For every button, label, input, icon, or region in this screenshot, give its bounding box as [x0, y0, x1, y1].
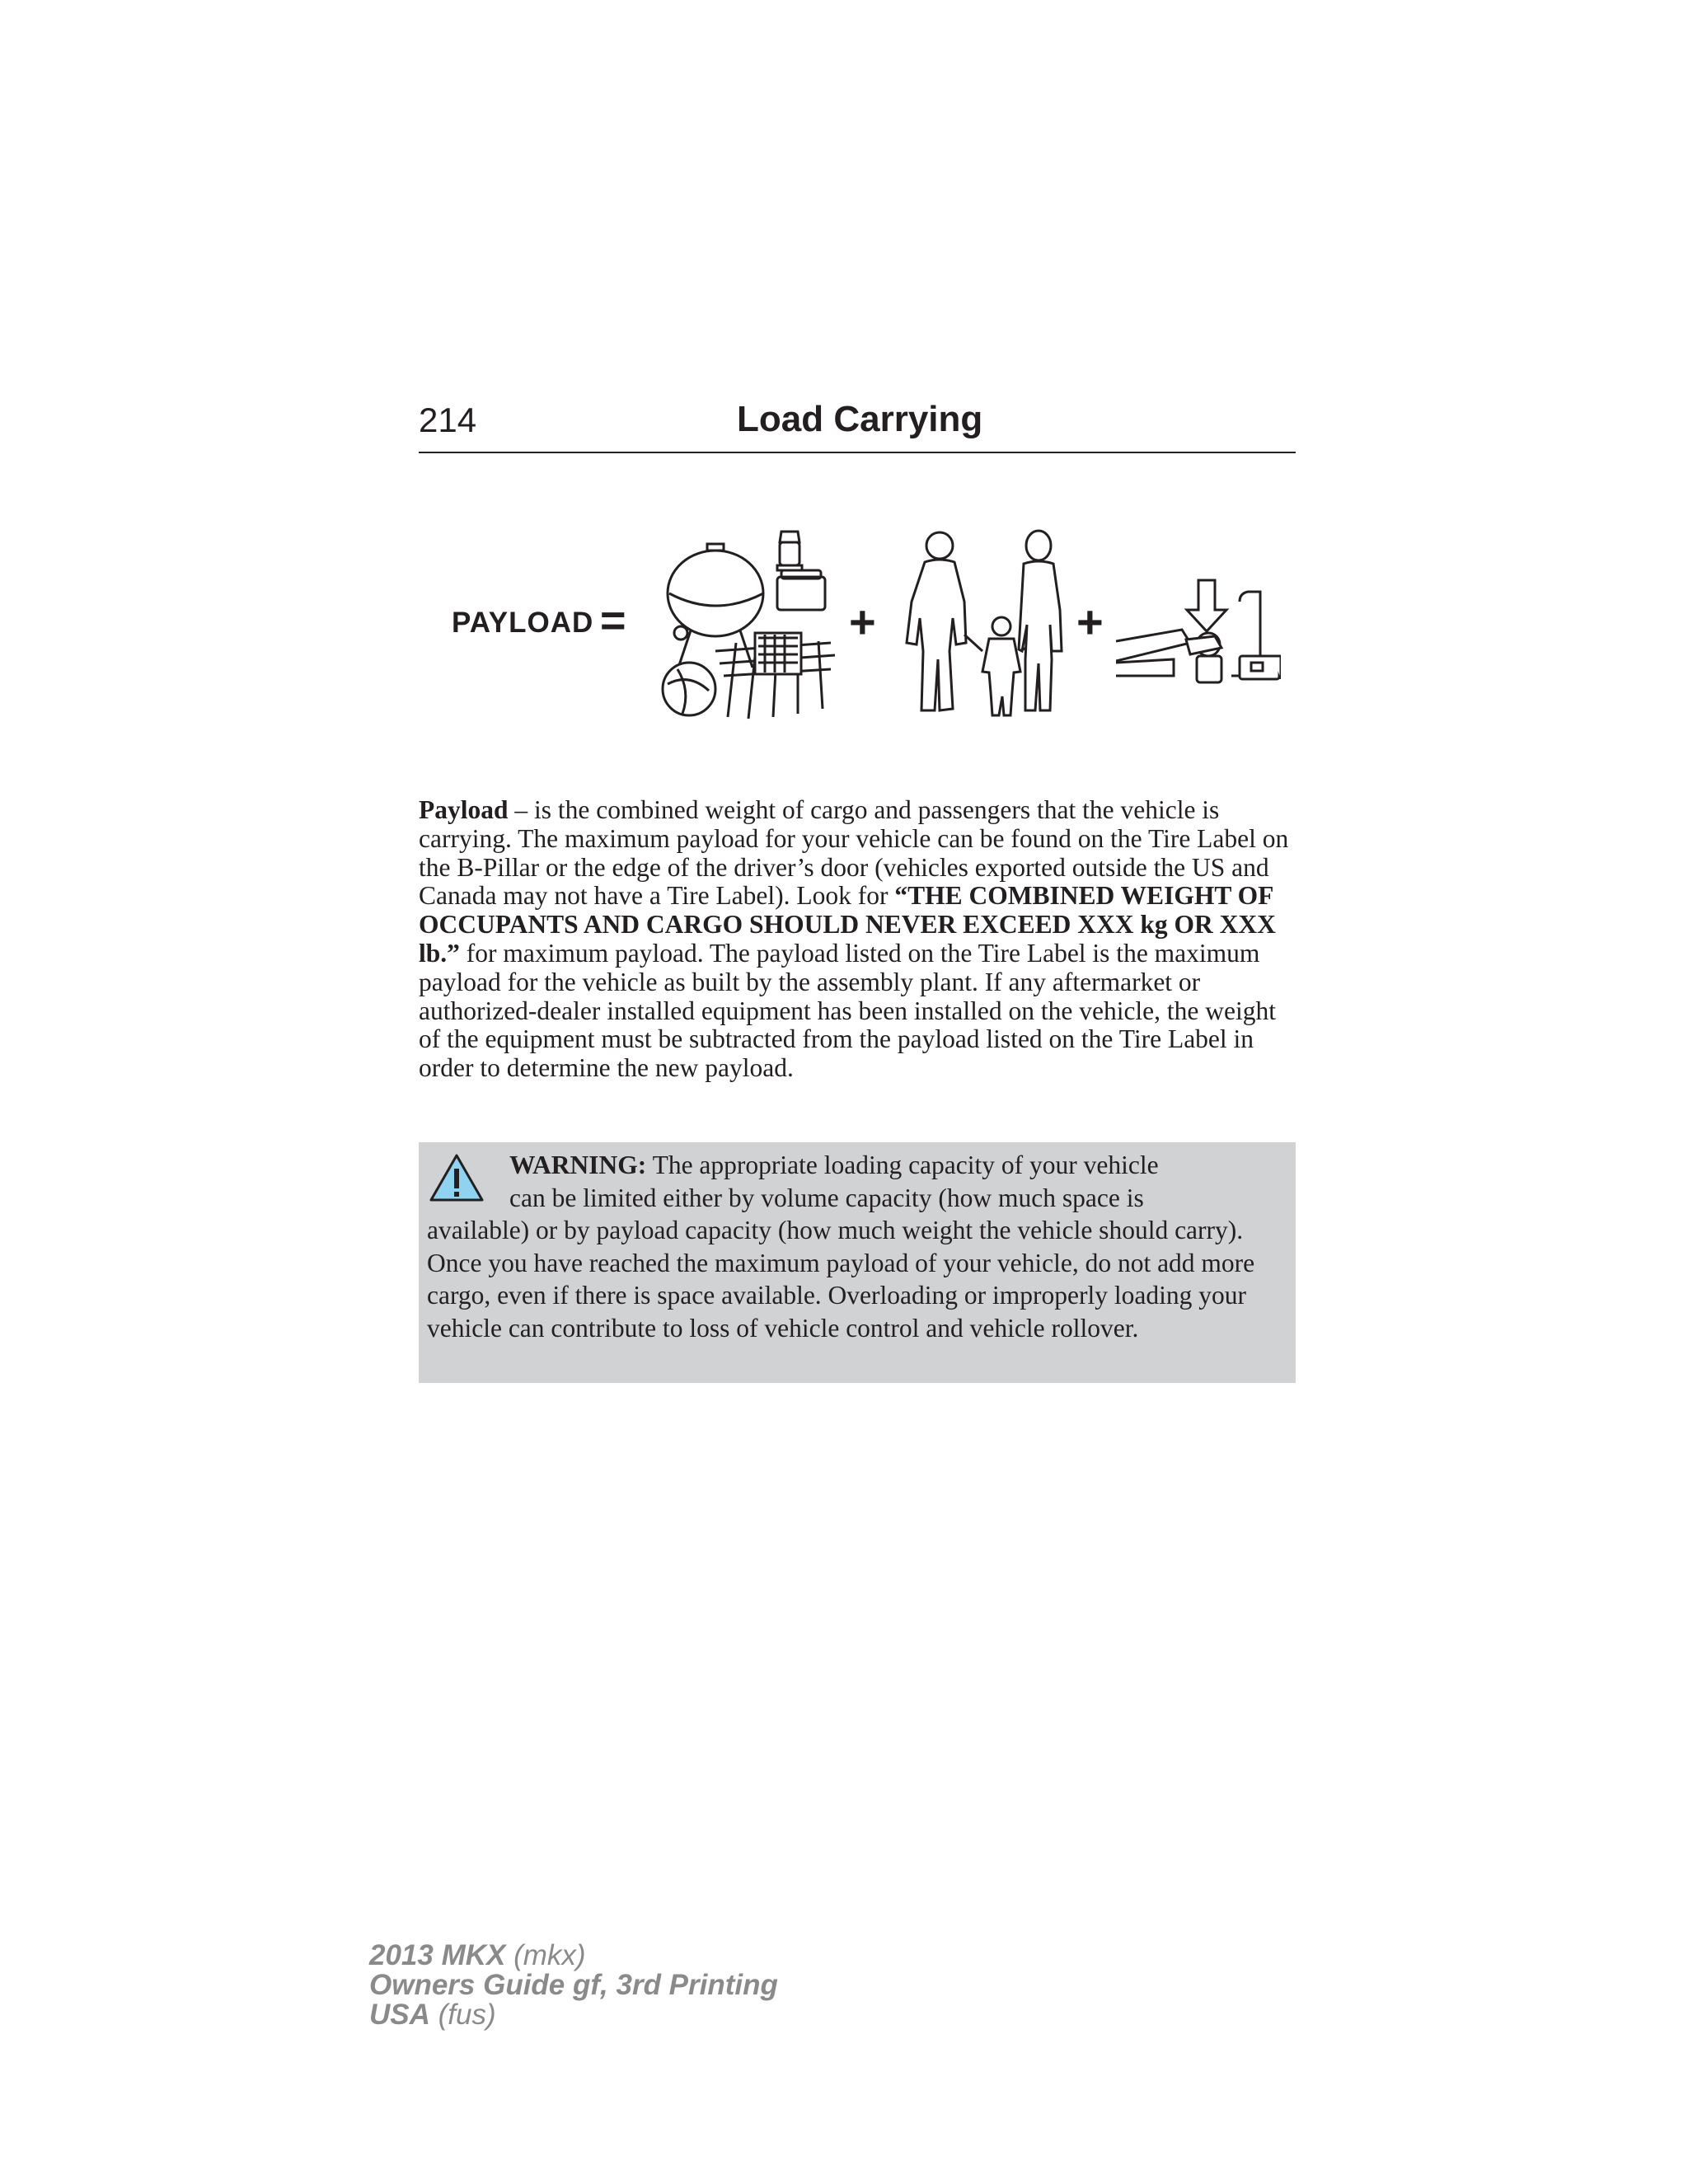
- payload-intro: – is the combined weight of cargo and passengers that the vehicle is carrying. The maximum payload for your vehicle can be found on the Tire Label on the B-Pillar or the edge of the driver’s door (vehicles exported outside the US and Canada may not have a Tire Label). Look for: [419, 795, 1289, 911]
- footer-market-code: (fus): [429, 1999, 496, 2031]
- warning-box: [419, 1142, 1296, 1383]
- tongue-load-hitch-icon: [1116, 577, 1281, 692]
- payload-term: Payload: [419, 795, 509, 824]
- footer-model-code: (mkx): [505, 1939, 586, 1971]
- payload-figure: [419, 527, 1296, 725]
- plus-sign-2: +: [1076, 596, 1104, 648]
- plus-sign-1: +: [849, 596, 876, 648]
- footer-model: 2013 MKX: [369, 1939, 506, 1971]
- tire-label-quote: “THE COMBINED WEIGHT OF OCCUPANTS AND CARGO SHOULD NEVER EXCEED XXX kg OR XXX lb.”: [419, 881, 1276, 968]
- payload-description: [419, 796, 1296, 1083]
- payload-rest: for maximum payload. The payload listed on the Tire Label is the maximum payload for the vehicle as built by the assembly plant. If any aftermarket or authorized-dealer installed equipment has been installed on the vehicle, the weight of the equipment must be subtracted from the payload listed on the Tire Label in order to determine the new payload.: [419, 938, 1277, 1083]
- warning-line-1: The appropriate loading capacity of your vehicle: [646, 1151, 1159, 1179]
- camping-gear-icon: [658, 527, 847, 725]
- page-number: 214: [419, 401, 477, 439]
- footer-guide: Owners Guide gf, 3rd Printing: [369, 1969, 778, 2001]
- footer: [369, 1941, 778, 2030]
- warning-rest: available) or by payload capacity (how much weight the vehicle should carry). Once you have reached the maximum payload of your vehicle, do not add more cargo, even if there is space available. Overloading or improperly loading your vehicle can contribute to loss of vehicle control and vehicle rollover.: [427, 1216, 1255, 1343]
- family-passengers-icon: [898, 527, 1063, 725]
- warning-label: WARNING:: [509, 1151, 647, 1179]
- payload-label: PAYLOAD: [452, 607, 594, 639]
- footer-market: USA: [369, 1999, 430, 2031]
- equals-sign: =: [600, 596, 626, 645]
- warning-line-2: can be limited either by volume capacity (how much space is: [509, 1183, 1144, 1212]
- page-header: [419, 394, 1296, 453]
- warning-text: [427, 1149, 1287, 1344]
- section-title: Load Carrying: [737, 399, 983, 439]
